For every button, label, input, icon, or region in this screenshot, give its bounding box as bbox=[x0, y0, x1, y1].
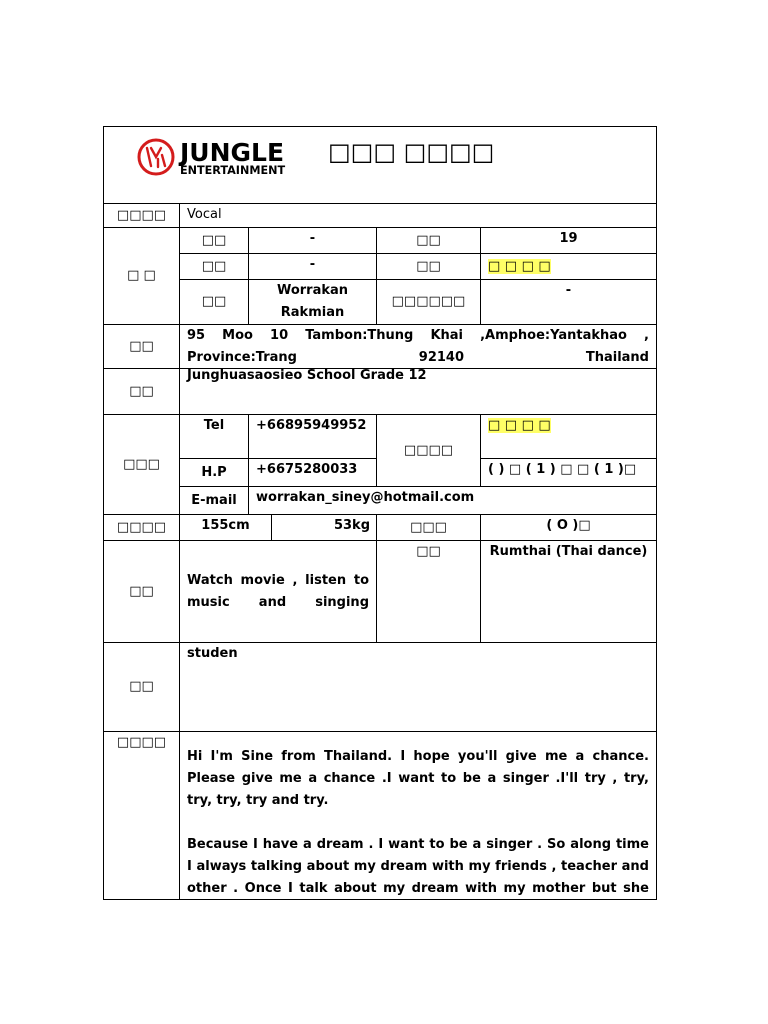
bloodtype-label: □□□ bbox=[377, 515, 481, 541]
school-label: □□ bbox=[104, 369, 180, 415]
height-value: 155cm bbox=[180, 515, 272, 541]
field-value: Vocal bbox=[180, 204, 656, 228]
chinese-name-label: □□ bbox=[180, 254, 249, 280]
logo-main-text: JUNGLE bbox=[180, 138, 285, 167]
gender-checkboxes: □ □ □ □ bbox=[488, 259, 551, 274]
email-value: worrakan_siney@hotmail.com bbox=[249, 487, 656, 515]
chinese-name-value: - bbox=[249, 254, 377, 280]
address-label: □□ bbox=[104, 325, 180, 369]
intro-paragraph-1: Hi I'm Sine from Thailand. I hope you'll give me a chance. Please give me a chance .I want to be a singer .I'll try , try, try, try, try and try. bbox=[187, 749, 649, 808]
intro-label: □□□□ bbox=[104, 732, 180, 900]
resident-no-label: □□□□□□ bbox=[377, 280, 481, 325]
jungle-entertainment-logo bbox=[136, 135, 306, 179]
contact-label: □□□ bbox=[104, 415, 180, 515]
intro-paragraph-2: Because I have a dream . I want to be a singer . So along time I always talking about my dream with my friends , teacher and other . Once I talk about my dream with my mother but she bbox=[187, 837, 649, 896]
intro-spacer bbox=[187, 812, 649, 834]
form-title: □□□ □□□□ bbox=[328, 138, 495, 166]
resident-no-value: - bbox=[481, 280, 656, 325]
hp-label: H.P bbox=[180, 459, 249, 487]
application-form bbox=[103, 126, 657, 900]
address-value: 95 Moo 10 Tambon:Thung Khai ,Amphoe:Yantakhao , Province:Trang 92140 Thailand bbox=[180, 325, 656, 369]
hp-value: +6675280033 bbox=[249, 459, 377, 487]
career-value: studen bbox=[180, 643, 656, 732]
intro-text bbox=[180, 732, 656, 900]
weight-value: 53kg bbox=[272, 515, 377, 541]
hobby-value: Watch movie , listen to music and singing bbox=[187, 572, 369, 610]
bloodtype-value: ( O )□ bbox=[481, 515, 656, 541]
family-label: □□□□ bbox=[377, 415, 481, 487]
specialty-label: □□ bbox=[377, 541, 481, 643]
family-count-value: ( ) □ ( 1 ) □ □ ( 1 )□ bbox=[481, 459, 656, 487]
tel-value: +66895949952 bbox=[249, 415, 377, 459]
age-label: □□ bbox=[377, 228, 481, 254]
english-name-value: Worrakan Rakmian bbox=[249, 280, 377, 325]
body-label: □□□□ bbox=[104, 515, 180, 541]
korean-name-value: - bbox=[249, 228, 377, 254]
tel-label: Tel bbox=[180, 415, 249, 459]
specialty-value: Rumthai (Thai dance) bbox=[481, 541, 656, 643]
name-label: □ □ bbox=[104, 228, 180, 325]
field-label: □□□□ bbox=[104, 204, 180, 228]
logo-sub-text: ENTERTAINMENT bbox=[180, 164, 286, 177]
family-yn-value bbox=[481, 415, 656, 459]
hobby-cell bbox=[180, 541, 377, 643]
career-label: □□ bbox=[104, 643, 180, 732]
email-label: E-mail bbox=[180, 487, 249, 515]
school-value: Junghuasaosieo School Grade 12 bbox=[180, 369, 656, 415]
gender-value bbox=[481, 254, 656, 280]
hobby-label: □□ bbox=[104, 541, 180, 643]
family-checkboxes: □ □ □ □ bbox=[488, 418, 551, 433]
korean-name-label: □□ bbox=[180, 228, 249, 254]
header-row bbox=[104, 127, 656, 204]
gender-label: □□ bbox=[377, 254, 481, 280]
age-value: 19 bbox=[481, 228, 656, 254]
english-name-label: □□ bbox=[180, 280, 249, 325]
